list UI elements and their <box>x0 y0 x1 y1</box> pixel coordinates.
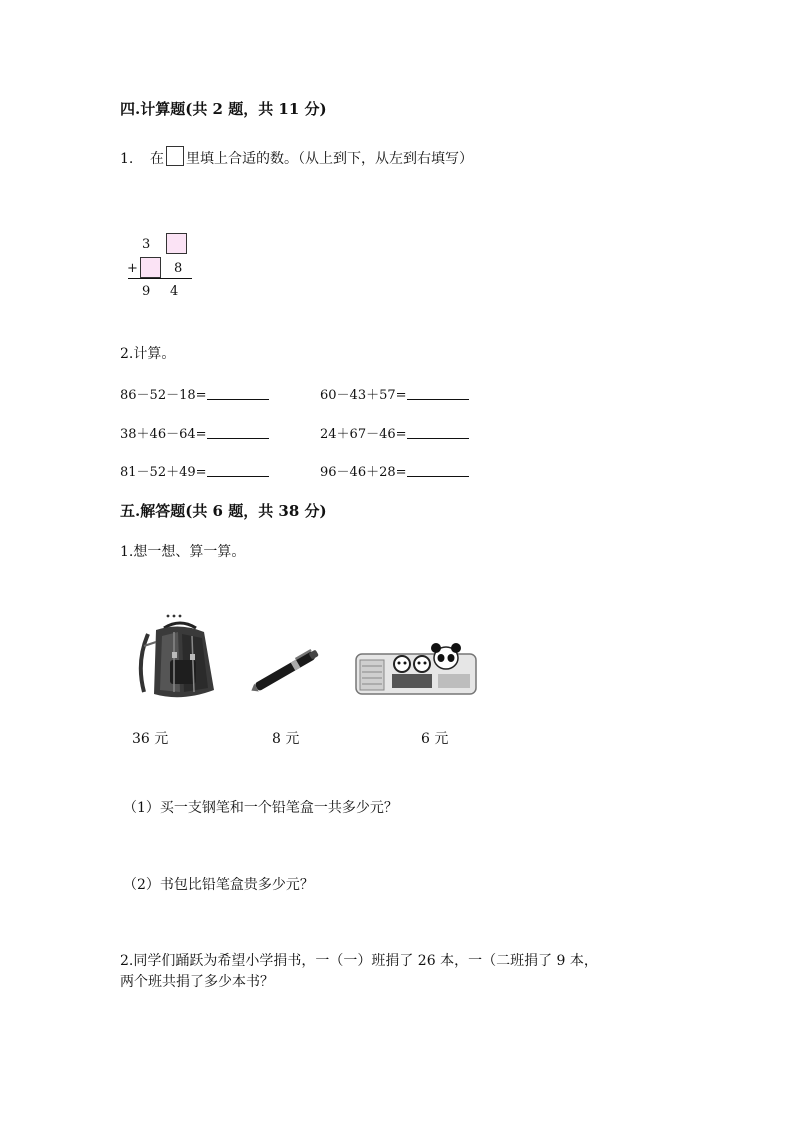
section-4-title: 四.计算题(共 2 题，共 11 分) <box>120 100 327 118</box>
subquestion-1: （1）买一支钢笔和一个铅笔盒一共多少元？ <box>123 800 398 816</box>
answer-blank[interactable] <box>207 464 269 477</box>
equation-text: 96－46＋28= <box>320 465 407 480</box>
question-number: 1. <box>120 151 134 167</box>
bottom-ones-digit: 8 <box>174 261 183 276</box>
question-5-2-line-1: 2.同学们踊跃为希望小学捐书，一（一）班捐了 26 本，一（二班捐了 9 本， <box>120 953 598 969</box>
result-ones-digit: 4 <box>170 284 179 299</box>
equation-5 <box>120 461 269 480</box>
result-tens-digit: 9 <box>142 284 151 299</box>
price-pen: 8 元 <box>272 731 300 747</box>
equation-text: 38＋46－64= <box>120 427 207 442</box>
answer-blank[interactable] <box>407 387 469 400</box>
pencil-case-icon <box>354 640 480 698</box>
plus-sign: + <box>127 261 138 276</box>
question-5-2-line-2: 两个班共捐了多少本书？ <box>120 974 274 990</box>
answer-box-bottom-tens[interactable] <box>140 257 161 278</box>
top-tens-digit: 3 <box>142 237 151 252</box>
equation-3 <box>120 423 269 442</box>
answer-blank[interactable] <box>407 464 469 477</box>
answer-blank[interactable] <box>407 426 469 439</box>
backpack-icon <box>134 612 226 702</box>
equation-1 <box>120 384 269 403</box>
equation-6 <box>320 461 469 480</box>
section-5-title: 五.解答题(共 6 题，共 38 分) <box>120 502 327 520</box>
price-backpack: 36 元 <box>132 731 169 747</box>
equation-text: 24＋67－46= <box>320 427 407 442</box>
subquestion-2: （2）书包比铅笔盒贵多少元？ <box>123 877 314 893</box>
sum-line <box>128 278 192 279</box>
equation-text: 60－43＋57= <box>320 388 407 403</box>
equation-text: 86－52－18= <box>120 388 207 403</box>
question-prefix: 在 <box>150 151 164 167</box>
answer-box-top-ones[interactable] <box>166 233 187 254</box>
price-pencil-case: 6 元 <box>421 731 449 747</box>
equation-4 <box>320 423 469 442</box>
equation-text: 81－52＋49= <box>120 465 207 480</box>
answer-blank[interactable] <box>207 387 269 400</box>
question-4-1 <box>120 146 473 168</box>
empty-box-icon <box>166 146 184 166</box>
question-5-1-title: 1.想一想、算一算。 <box>120 544 246 560</box>
pen-icon <box>250 642 326 698</box>
answer-blank[interactable] <box>207 426 269 439</box>
question-4-2-title: 2.计算。 <box>120 346 176 362</box>
equation-2 <box>320 384 469 403</box>
question-instruction: 里填上合适的数。（从上到下，从左到右填写） <box>186 151 473 167</box>
